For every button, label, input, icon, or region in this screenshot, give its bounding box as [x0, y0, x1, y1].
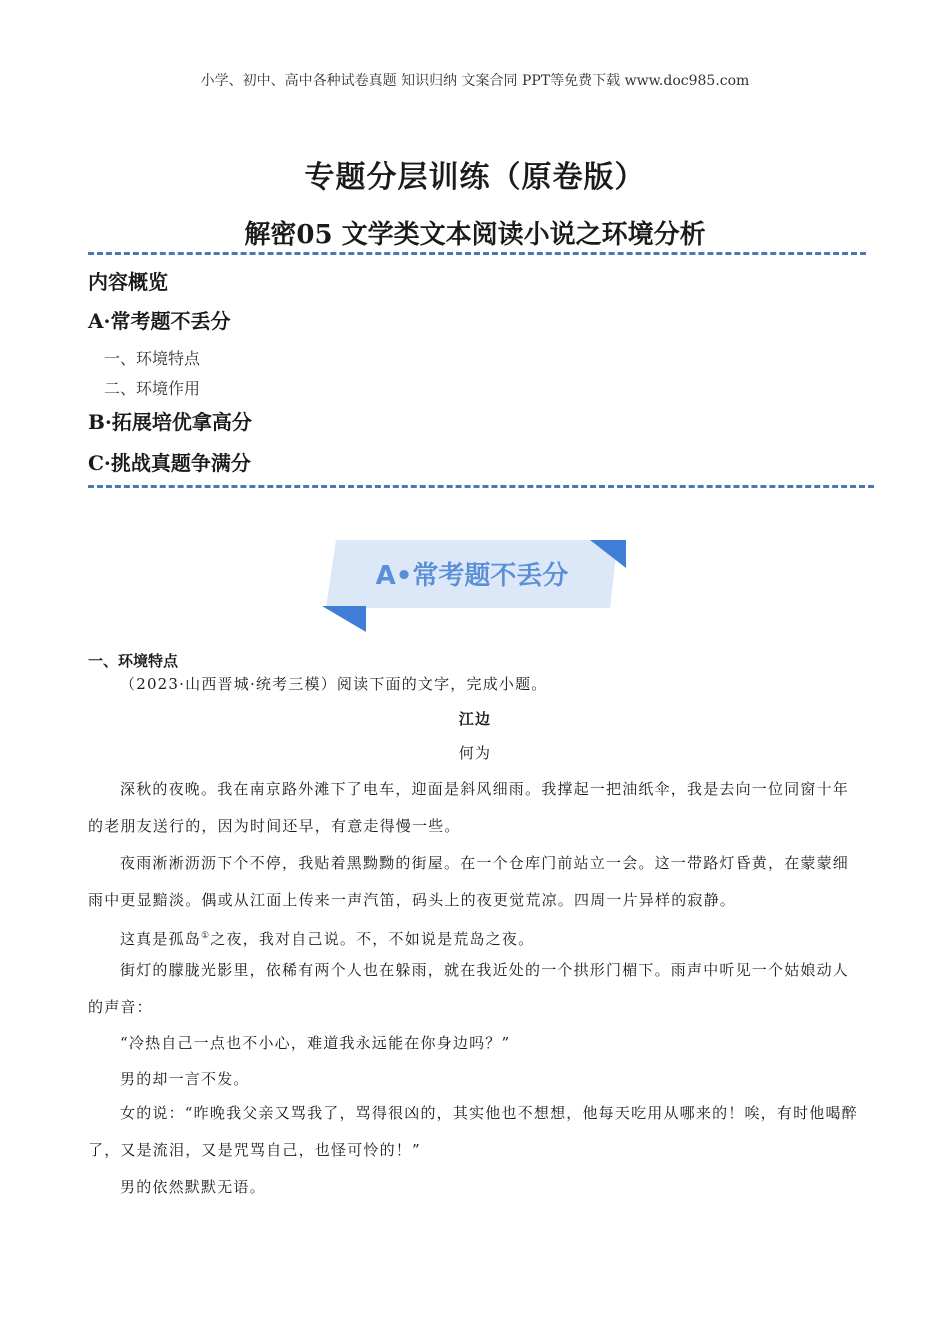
- toc-section-b: B·拓展培优拿高分: [88, 410, 252, 434]
- divider-bottom: [88, 485, 874, 488]
- story-paragraph: “冷热自己一点也不小心，难道我永远能在你身边吗？”: [120, 1034, 511, 1052]
- story-paragraph: 街灯的朦胧光影里，依稀有两个人也在躲雨，就在我近处的一个拱形门楣下。雨声中听见一个姑娘动人的声音：: [88, 961, 850, 1016]
- toc-section-c: C·挑战真题争满分: [88, 451, 251, 475]
- page-header: 小学、初中、高中各种试卷真题 知识归纳 文案合同 PPT等免费下载 www.doc985.com: [200, 73, 750, 89]
- toc-item-1: 一、环境特点: [104, 349, 201, 368]
- footnote-marker: ①: [201, 931, 211, 941]
- document-title: 专题分层训练（原卷版）: [304, 160, 646, 195]
- story-paragraph: 男的依然默默无语。: [120, 1178, 266, 1196]
- story-title: 江边: [458, 710, 492, 728]
- section-banner: [322, 538, 628, 634]
- story-paragraph: 女的说：“昨晚我父亲又骂我了，骂得很凶的，其实他也不想想，他每天吃用从哪来的！唉，有时他喝醉了，又是流泪，又是咒骂自己，也怪可怜的！”: [88, 1104, 858, 1159]
- story-paragraph: 深秋的夜晚。我在南京路外滩下了电车，迎面是斜风细雨。我撑起一把油纸伞，我是去向一位同窗十年的老朋友送行的，因为时间还早，有意走得慢一些。: [88, 780, 850, 835]
- question-intro: （2023·山西晋城·统考三模）阅读下面的文字，完成小题。: [120, 675, 548, 693]
- toc-section-a: A·常考题不丢分: [88, 309, 231, 333]
- story-author: 何为: [458, 744, 492, 762]
- banner-text: A•常考题不丢分: [375, 561, 569, 591]
- section-heading: 一、环境特点: [88, 652, 179, 670]
- story-paragraph: 男的却一言不发。: [120, 1070, 250, 1088]
- document-subtitle: 解密05 文学类文本阅读小说之环境分析: [244, 220, 706, 250]
- paragraph-text: 之夜，我对自己说。不，不如说是荒岛之夜。: [210, 930, 535, 948]
- paragraph-text: 这真是孤岛: [120, 930, 202, 948]
- toc-heading: 内容概览: [88, 270, 168, 294]
- story-paragraph: 夜雨淅淅沥沥下个不停，我贴着黑黝黝的街屋。在一个仓库门前站立一会。这一带路灯昏黄，在蒙蒙细雨中更显黯淡。偶或从江面上传来一声汽笛，码头上的夜更觉荒凉。四周一片异样的寂静。: [88, 854, 850, 909]
- divider-top: [88, 252, 866, 255]
- toc-item-2: 二、环境作用: [104, 379, 201, 398]
- banner-graphic: [322, 538, 628, 634]
